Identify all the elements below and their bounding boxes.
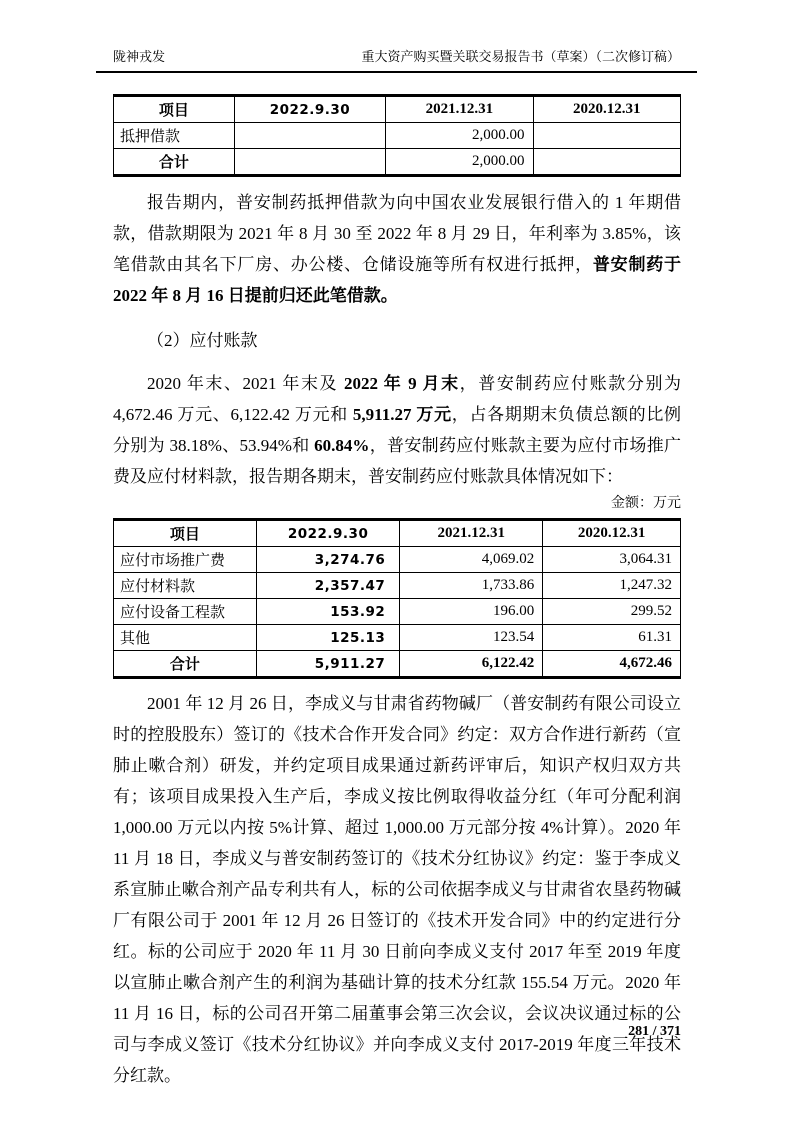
table-header-row <box>114 520 681 547</box>
value-cell: 299.52 <box>543 599 681 625</box>
header-cell-2020: 2020.12.31 <box>533 96 680 123</box>
value-cell <box>533 123 680 149</box>
paragraph-text: 2020 年末、2021 年末及 <box>147 374 344 393</box>
value-cell: 196.00 <box>400 599 543 625</box>
table-header-row <box>114 96 681 123</box>
paragraph-text: ，普安制药应付账款分别为 4,672.46 万元、6,122.42 万元和 <box>113 374 682 424</box>
value-cell: 1,733.86 <box>400 573 543 599</box>
running-header <box>96 48 697 73</box>
value-cell: 3,064.31 <box>543 547 681 573</box>
value-cell <box>533 149 680 176</box>
table-row <box>114 599 681 625</box>
paragraph-text: ，普安制药应付账款主要为应付市场推广费及应付材料款，报告期各期末，普安制药应付账款具体情况如下： <box>113 436 682 486</box>
value-cell: 6,122.42 <box>400 651 543 678</box>
header-company-name: 陇神戎发 <box>113 49 166 64</box>
header-cell-2022: 2022.9.30 <box>256 520 399 547</box>
row-label: 应付材料款 <box>114 573 257 599</box>
paragraph-bold-text: 5,911.27 万元 <box>352 405 452 424</box>
value-cell <box>234 123 385 149</box>
header-cell-2022: 2022.9.30 <box>234 96 385 123</box>
value-cell: 125.13 <box>256 625 399 651</box>
total-label: 合计 <box>114 651 257 678</box>
paragraph-bold-text: 普安制药于 2022 年 8 月 16 日提前归还此笔借款。 <box>113 255 682 305</box>
header-cell-2021: 2021.12.31 <box>400 520 543 547</box>
row-label: 应付设备工程款 <box>114 599 257 625</box>
header-cell-2020: 2020.12.31 <box>543 520 681 547</box>
header-cell-item: 项目 <box>114 520 257 547</box>
paragraph-mortgage-loan <box>113 187 681 311</box>
paragraph-payables-summary <box>113 368 681 492</box>
value-cell: 1,247.32 <box>543 573 681 599</box>
row-label: 应付市场推广费 <box>114 547 257 573</box>
table-row <box>114 547 681 573</box>
header-report-title: 重大资产购买暨关联交易报告书（草案）（二次修订稿） <box>361 49 680 64</box>
table-total-row <box>114 651 681 678</box>
value-cell: 61.31 <box>543 625 681 651</box>
value-cell: 123.54 <box>400 625 543 651</box>
value-cell: 4,069.02 <box>400 547 543 573</box>
unit-note: 金额：万元 <box>611 496 681 511</box>
value-cell: 2,357.47 <box>256 573 399 599</box>
table-row <box>114 625 681 651</box>
value-cell <box>234 149 385 176</box>
mortgage-loan-table <box>113 94 681 177</box>
section-heading-payables: （2）应付账款 <box>147 331 258 350</box>
header-cell-2021: 2021.12.31 <box>386 96 533 123</box>
paragraph-technology-agreement: 2001 年 12 月 26 日，李成义与甘肃省药物碱厂（普安制药有限公司设立时的控股股东）签订的《技术合作开发合同》约定：双方合作进行新药（宣肺止嗽合剂）研发，并约定项目成果通过新药评审后，知识产权归双方共有；该项目成果投入生产后，李成义按比例取得收益分红（年可分配利润 1,000.00 万元以内按 5%计算、超过 1,000.00 万元部分按 4%计算）。2020 年 11 月 18 日，李成义与普安制药签订的《技术分红协议》约定：鉴于李成义系宣肺止嗽合剂产品专利共有人，标的公司依据李成义与甘肃省农垦药物碱厂有限公司于 2001 年 12 月 26 日签订的《技术开发合同》中的约定进行分红。标的公司应于 2020 年 11 月 30 日前向李成义支付 2017 年至 2019 年度以宣肺止嗽合剂产生的利润为基础计算的技术分红款 155.54 万元。2020 年 11 月 16 日，标的公司召开第二届董事会第三次会议，会议决议通过标的公司与李成义签订《技术分红协议》并向李成义支付 2017-2019 年度三年技术分红款。 <box>113 694 681 1085</box>
paragraph-text: ，占各期期末负债总额的比例分别为 38.18%、53.94%和 <box>113 405 682 455</box>
paragraph-text: 报告期内，普安制药抵押借款为向中国农业发展银行借入的 1 年期借款，借款期限为 2021 年 8 月 30 至 2022 年 8 月 29 日，年利率为 3.85%，该笔借款由其名下厂房、办公楼、仓储设施等所有权进行抵押， <box>113 193 681 274</box>
table-row <box>114 123 681 149</box>
value-cell: 4,672.46 <box>543 651 681 678</box>
table-row <box>114 573 681 599</box>
paragraph-bold-text: 2022 年 9 月末 <box>343 374 460 393</box>
header-cell-item: 项目 <box>114 96 235 123</box>
value-cell: 153.92 <box>256 599 399 625</box>
payables-table <box>113 518 681 679</box>
table-total-row <box>114 149 681 176</box>
value-cell: 2,000.00 <box>386 123 533 149</box>
value-cell: 2,000.00 <box>386 149 533 176</box>
total-label: 合计 <box>114 149 235 176</box>
row-label: 抵押借款 <box>114 123 235 149</box>
paragraph-bold-text: 60.84% <box>314 436 370 455</box>
value-cell: 3,274.76 <box>256 547 399 573</box>
value-cell: 5,911.27 <box>256 651 399 678</box>
page-number: 281 / 371 <box>628 1024 681 1039</box>
row-label: 其他 <box>114 625 257 651</box>
